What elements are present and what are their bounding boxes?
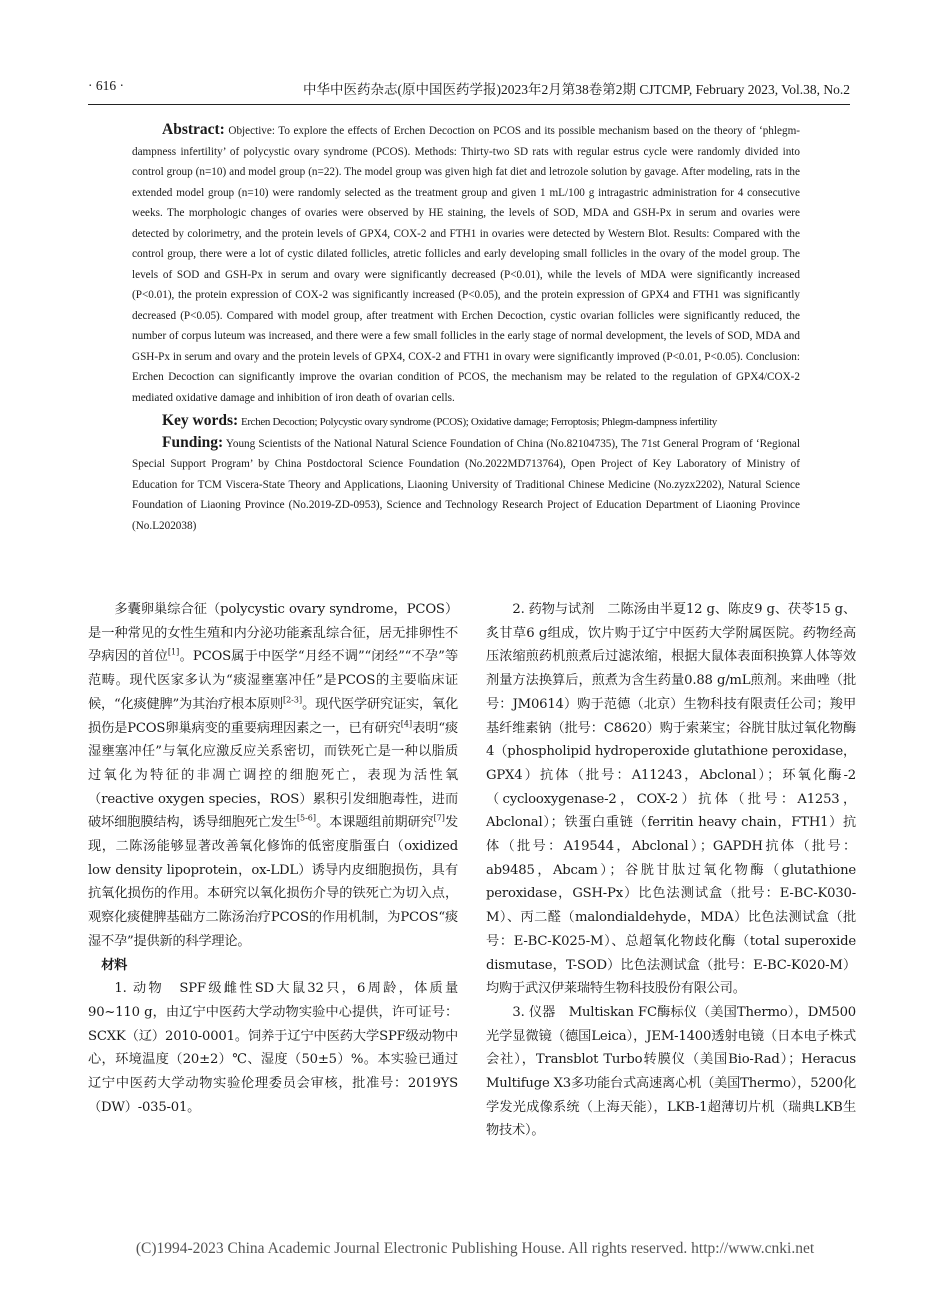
keywords-text: Erchen Decoction; Polycystic ovary syndrome (PCOS); Oxidative damage; Ferroptosis; Phlegm-dampness infertility [241, 416, 717, 428]
citation: [2-3] [282, 695, 303, 705]
copyright-footer: (C)1994-2023 China Academic Journal Electronic Publishing House. All rights reserved. http://www.cnki.net [135, 1240, 815, 1257]
keywords-label: Key words: [162, 412, 239, 429]
citation: [5-6] [296, 813, 317, 823]
section-heading-materials: 材料 [101, 957, 128, 973]
page-number: · 616 · [88, 78, 124, 93]
journal-title: 中华中医药杂志(原中国医药学报)2023年2月第38卷第2期 CJTCMP, February 2023, Vol.38, No.2 [302, 82, 850, 97]
drugs-paragraph: 2. 药物与试剂 二陈汤由半夏12 g、陈皮9 g、茯苓15 g、炙甘草6 g组成，饮片购于辽宁中医药大学附属医院。药物经高压浓缩煎药机煎煮后过滤浓缩，根据大鼠体表面积换算人体等效剂量方法换算后，煎煮为含生药量0.88 g/mL煎剂。来曲唑（批号：JM0614）购于范德（北京）生物科技有限责任公司；羧甲基纤维素钠（批号：C8620）购于索莱宝；谷胱甘肽过氧化物酶4（phospholipid hydroperoxide glutathione peroxidase，GPX4）抗体（批号：A11243，Abclonal）；环氧化酶-2（cyclooxygenase-2，COX-2）抗体（批号：A1253，Abclonal）；铁蛋白重链（ferritin heavy chain，FTH1）抗体（批号：A19544，Abclonal）；GAPDH抗体（批号：ab9485，Abcam）；谷胱甘肽过氧化物酶（glutathione peroxidase，GSH-Px）比色法测试盒（批号：E-BC-K030-M）、丙二醛（malondialdehyde，MDA）比色法测试盒（批号：E-BC-K025-M）、总超氧化物歧化酶（total superoxide dismutase，T-SOD）比色法测试盒（批号：E-BC-K020-M）均购于武汉伊莱瑞特生物科技股份有限公司。 [486, 602, 856, 997]
abstract-text: Objective: To explore the effects of Erchen Decoction on PCOS and its possible mechanism based on the theory of ‘phlegm-dampness infertility’ of polycystic ovary syndrome (PCOS). Methods: Thirty-two SD rats with regular estrus cycle were randomly divided into control group (n=10) and model group (n=22). The model group was given high fat diet and letrozole solution by gavage. After modeling, rats in the extended model group (n=10) were randomly selected as the treatment group and given 1 mL/100 g intragastric administration for 4 consecutive weeks. The morphologic changes of ovaries were observed by HE staining, the levels of SOD, MDA and GSH-Px in serum and ovaries were detected by colorimetry, and the protein levels of GPX4, COX-2 and FTH1 in ovaries were detected by Western Blot. Results: Compared with the control group, there were a lot of cystic dilated follicles, atretic follicles and early developing small follicles in the ovary of the model group. The levels of SOD and GSH-Px in serum and ovary were significantly decreased (P<0.01), while the levels of MDA were significantly increased (P<0.01), the protein expression of COX-2 was significantly increased (P<0.05), and the protein expression of GPX4 and FTH1 was significantly decreased (P<0.05). Compared with model group, after treatment with Erchen Decoction, cystic ovarian follicles were significantly reduced, the number of corpus luteum was increased, and there were a few small follicles in the early stage of normal development, the levels of SOD, MDA and GSH-Px in serum and ovary and the protein levels of GPX4, COX-2 and FTH1 in ovary were significantly improved (P<0.01, P<0.05). Conclusion: Erchen Decoction can significantly improve the ovarian condition of PCOS, the mechanism may be related to the regulation of GPX4/COX-2 mediated oxidative damage and inhibition of iron death of ovarian cells. [132, 125, 800, 404]
funding-label: Funding: [162, 433, 224, 451]
abstract-paragraph [132, 120, 800, 408]
right-column [486, 598, 856, 1143]
header-rule [88, 104, 850, 105]
intro-paragraph: 多囊卵巢综合征（polycystic ovary syndrome，PCOS）是一种常见的女性生殖和内分泌功能紊乱综合征，居无排卵性不孕病因的首位[1]。PCOS属于中医学“月经不调”“闭经”“不孕”等范畴。现代医家多认为“痰湿壅塞冲任”是PCOS的主要临床证候，“化痰健脾”为其治疗根本原则[2-3]。现代医学研究证实，氧化损伤是PCOS卵巢病变的重要病理因素之一，已有研究[4]表明“痰湿壅塞冲任”与氧化应激反应关系密切，而铁死亡是一种以脂质过氧化为特征的非凋亡调控的细胞死亡，表现为活性氧（reactive oxygen species，ROS）累积引发细胞毒性，进而破坏细胞膜结构，诱导细胞死亡发生[5-6]。本课题组前期研究[7]发现，二陈汤能够显著改善氧化修饰的低密度脂蛋白（oxidized low density lipoprotein，ox-LDL）诱导内皮细胞损伤，具有抗氧化损伤的作用。本研究以氧化损伤介导的铁死亡为切入点，观察化痰健脾基础方二陈汤治疗PCOS的作用机制，为PCOS“痰湿不孕”提供新的科学理论。 [88, 602, 458, 949]
animals-paragraph: 1. 动物 SPF级雌性SD大鼠32只，6周龄，体质量90~110 g，由辽宁中医药大学动物实验中心提供，许可证号：SCXK（辽）2010-0001。饲养于辽宁中医药大学SPF级动物中心，环境温度（20±2）℃、湿度（50±5）%。本实验已通过辽宁中医药大学动物实验伦理委员会审核，批准号：2019YS（DW）-035-01。 [88, 981, 458, 1115]
citation: [1] [167, 648, 180, 658]
keywords-paragraph [132, 411, 800, 433]
citation: [7] [433, 813, 445, 823]
left-column [88, 598, 458, 1119]
instruments-paragraph: 3. 仪器 Multiskan FC酶标仪（美国Thermo），DM500光学显微镜（德国Leica），JEM-1400透射电镜（日本电子株式会社），Transblot Turbo转膜仪（美国Bio-Rad）；Heracus Multifuge X3多功能台式高速离心机（美国Thermo），5200化学发光成像系统（上海天能），LKB-1超薄切片机（瑞典LKB生物技术）。 [486, 1004, 856, 1139]
abstract-label: Abstract: [162, 121, 225, 138]
running-header [88, 78, 850, 98]
funding-text: Young Scientists of the National Natural Science Foundation of China (No.82104735), The 71st General Program of ‘Regional Special Support Program’ by China Postdoctoral Science Foundation (No.2022MD713764), Open Project of Key Laboratory of Ministry of Education for TCM Viscera-State Theory and Applications, Liaoning University of Traditional Chinese Medicine (No.zyzx2202), Natural Science Foundation of Liaoning Province (No.2019-ZD-0953), Science and Technology Research Project of Education Department of Liaoning Province (No.L202038) [132, 437, 800, 532]
funding-paragraph [132, 433, 800, 537]
english-abstract-block [132, 120, 800, 536]
citation: [4] [400, 719, 413, 729]
